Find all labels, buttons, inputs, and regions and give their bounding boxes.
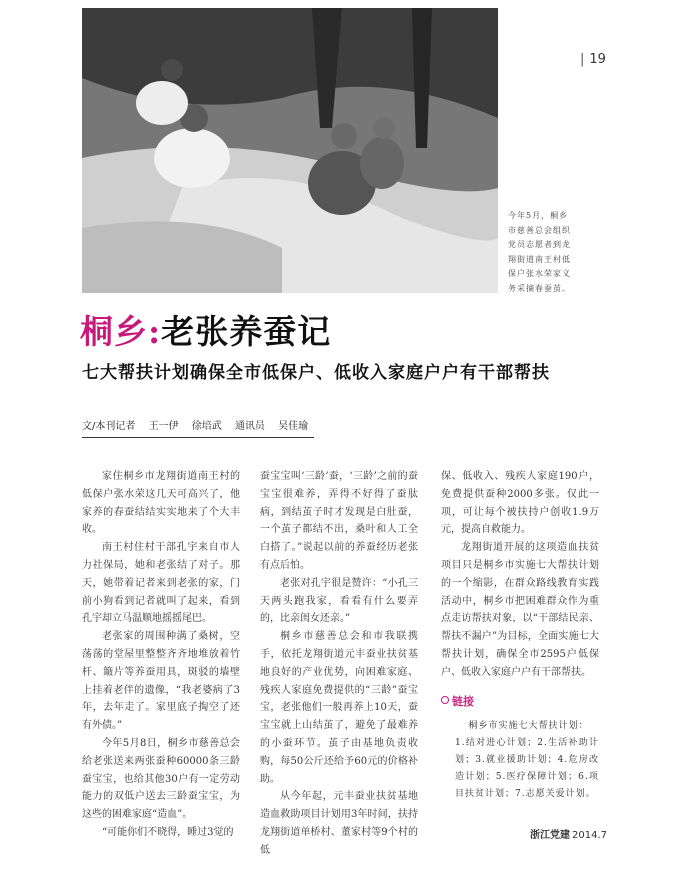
issue-date: 2014.7 [572,830,607,841]
paragraph: 龙翔街道开展的这项造血扶贫项目只是桐乡市实施七大帮扶计划的一个缩影，在群众路线教育实践活动中，桐乡市把困难群众作为重点走访帮扶对象，以“干部结民亲、帮扶不漏户”为目标，全面实施七大帮扶计划，确保全市2595户低保户、低收入家庭户户有干部帮扶。 [441,542,599,678]
sidebar-heading-label: 链接 [452,694,474,708]
link-sidebar [441,694,599,803]
body-column-2 [260,468,418,860]
byline-author: 徐培武 [191,421,222,432]
byline-author: 王一伊 [148,421,179,432]
paragraph: 家住桐乡市龙翔街道南王村的低保户张水荣这几天可高兴了，他家养的春蚕结结实实地来了个大丰收。 [82,471,240,536]
page-footer [530,826,607,841]
paragraph: 老张对孔宇很是赞许：“小孔三天两头跑我家，看看有什么要弄的，比亲闺女还亲。” [260,577,418,625]
byline-divider [82,437,314,438]
paragraph: 南王村住村干部孔宇来自市人力社保局，她和老张结了对子。那天，她带着记者来到老张的家，门前小狗看到记者就叫了起来，看到孔宇却立马温顺地摇摇尾巴。 [82,542,240,625]
article-subtitle: 七大帮扶计划确保全市低保户、低收入家庭户户有干部帮扶 [82,363,550,383]
magazine-logo: 浙江党建 [530,830,570,841]
paragraph: 今年5月8日，桐乡市慈善总会给老张送来两张蚕种60000条三龄蚕宝宝，也给其他30户有一定劳动能力的双低户送去三龄蚕宝宝，为这些的困难家庭“造血”。 [82,737,240,821]
paragraph: 桐乡市慈善总会和市我联携手，依托龙翔街道元丰蚕业扶贫基地良好的产业优势，向困难家庭、残疾人家庭免费提供的“三龄”蚕宝宝，老张他们一般再养上10天，蚕宝宝就上山结茧了，避免了最难养的小蚕环节。茧子由基地负责收购，每50公斤还给予60元的价格补助。 [260,631,418,785]
sidebar-lead: 桐乡市实施七大帮扶计划： [468,720,589,731]
sidebar-heading [441,694,599,710]
photo-illustration [82,8,498,293]
page-number: | 19 [580,52,606,67]
byline-role-correspondent: 通讯员 [234,421,265,432]
body-column-3 [441,468,599,803]
body-column-1 [82,468,240,842]
photo-caption: 今年5月，桐乡市慈善总会组织党员志愿者到龙翔街道南王村低保户张水荣家义务采摘春蚕茧。 [508,211,571,293]
paragraph: 保、低收入、残疾人家庭190户，免费提供蚕种2000多张。仅此一项，可让每个被扶持户创收1.9万元，提高自救能力。 [441,471,599,536]
title-place: 桐乡 [80,312,148,351]
paragraph: 从今年起，元丰蚕业扶贫基地造血救助项目计划用3年时间，扶持龙翔街道单桥村、董家村等9个村的低 [260,791,418,856]
title-colon: : [148,312,162,351]
sidebar-body [455,718,599,803]
paragraph: 蚕宝宝叫‘三龄’蚕，‘三龄’之前的蚕宝宝很难养，弄得不好得了蚕肽病，到结茧子时才发现是白肚蚕，一个茧子都结不出，桑叶和人工全白搭了。”说起以前的养蚕经历老张有点后怕。 [260,471,418,571]
article-photo [82,8,498,293]
byline [82,417,318,432]
paragraph: 老张家的周围种满了桑树，空荡荡的堂屋里整整齐齐地堆放着竹杆、簸片等养蚕用具，斑驳的墙壁上挂着老伴的遗像，“我老婆病了3年，去年走了。家里底子掏空了还有外债。” [82,631,240,732]
article-title [80,306,331,353]
paragraph: “可能你们不晓得，睡过3觉的 [102,826,234,838]
byline-author: 吴佳瑜 [278,421,309,432]
byline-role-reporter: 文/本刊记者 [82,421,136,432]
circle-bullet-icon [441,696,449,704]
title-rest: 老张养蚕记 [161,312,332,351]
sidebar-items: 1.结对进心计划；2.生活补助计划；3.就业援助计划；4.危房改造计划；5.医疗保障计划；6.项目扶贫计划；7.志愿关爱计划。 [455,737,599,799]
